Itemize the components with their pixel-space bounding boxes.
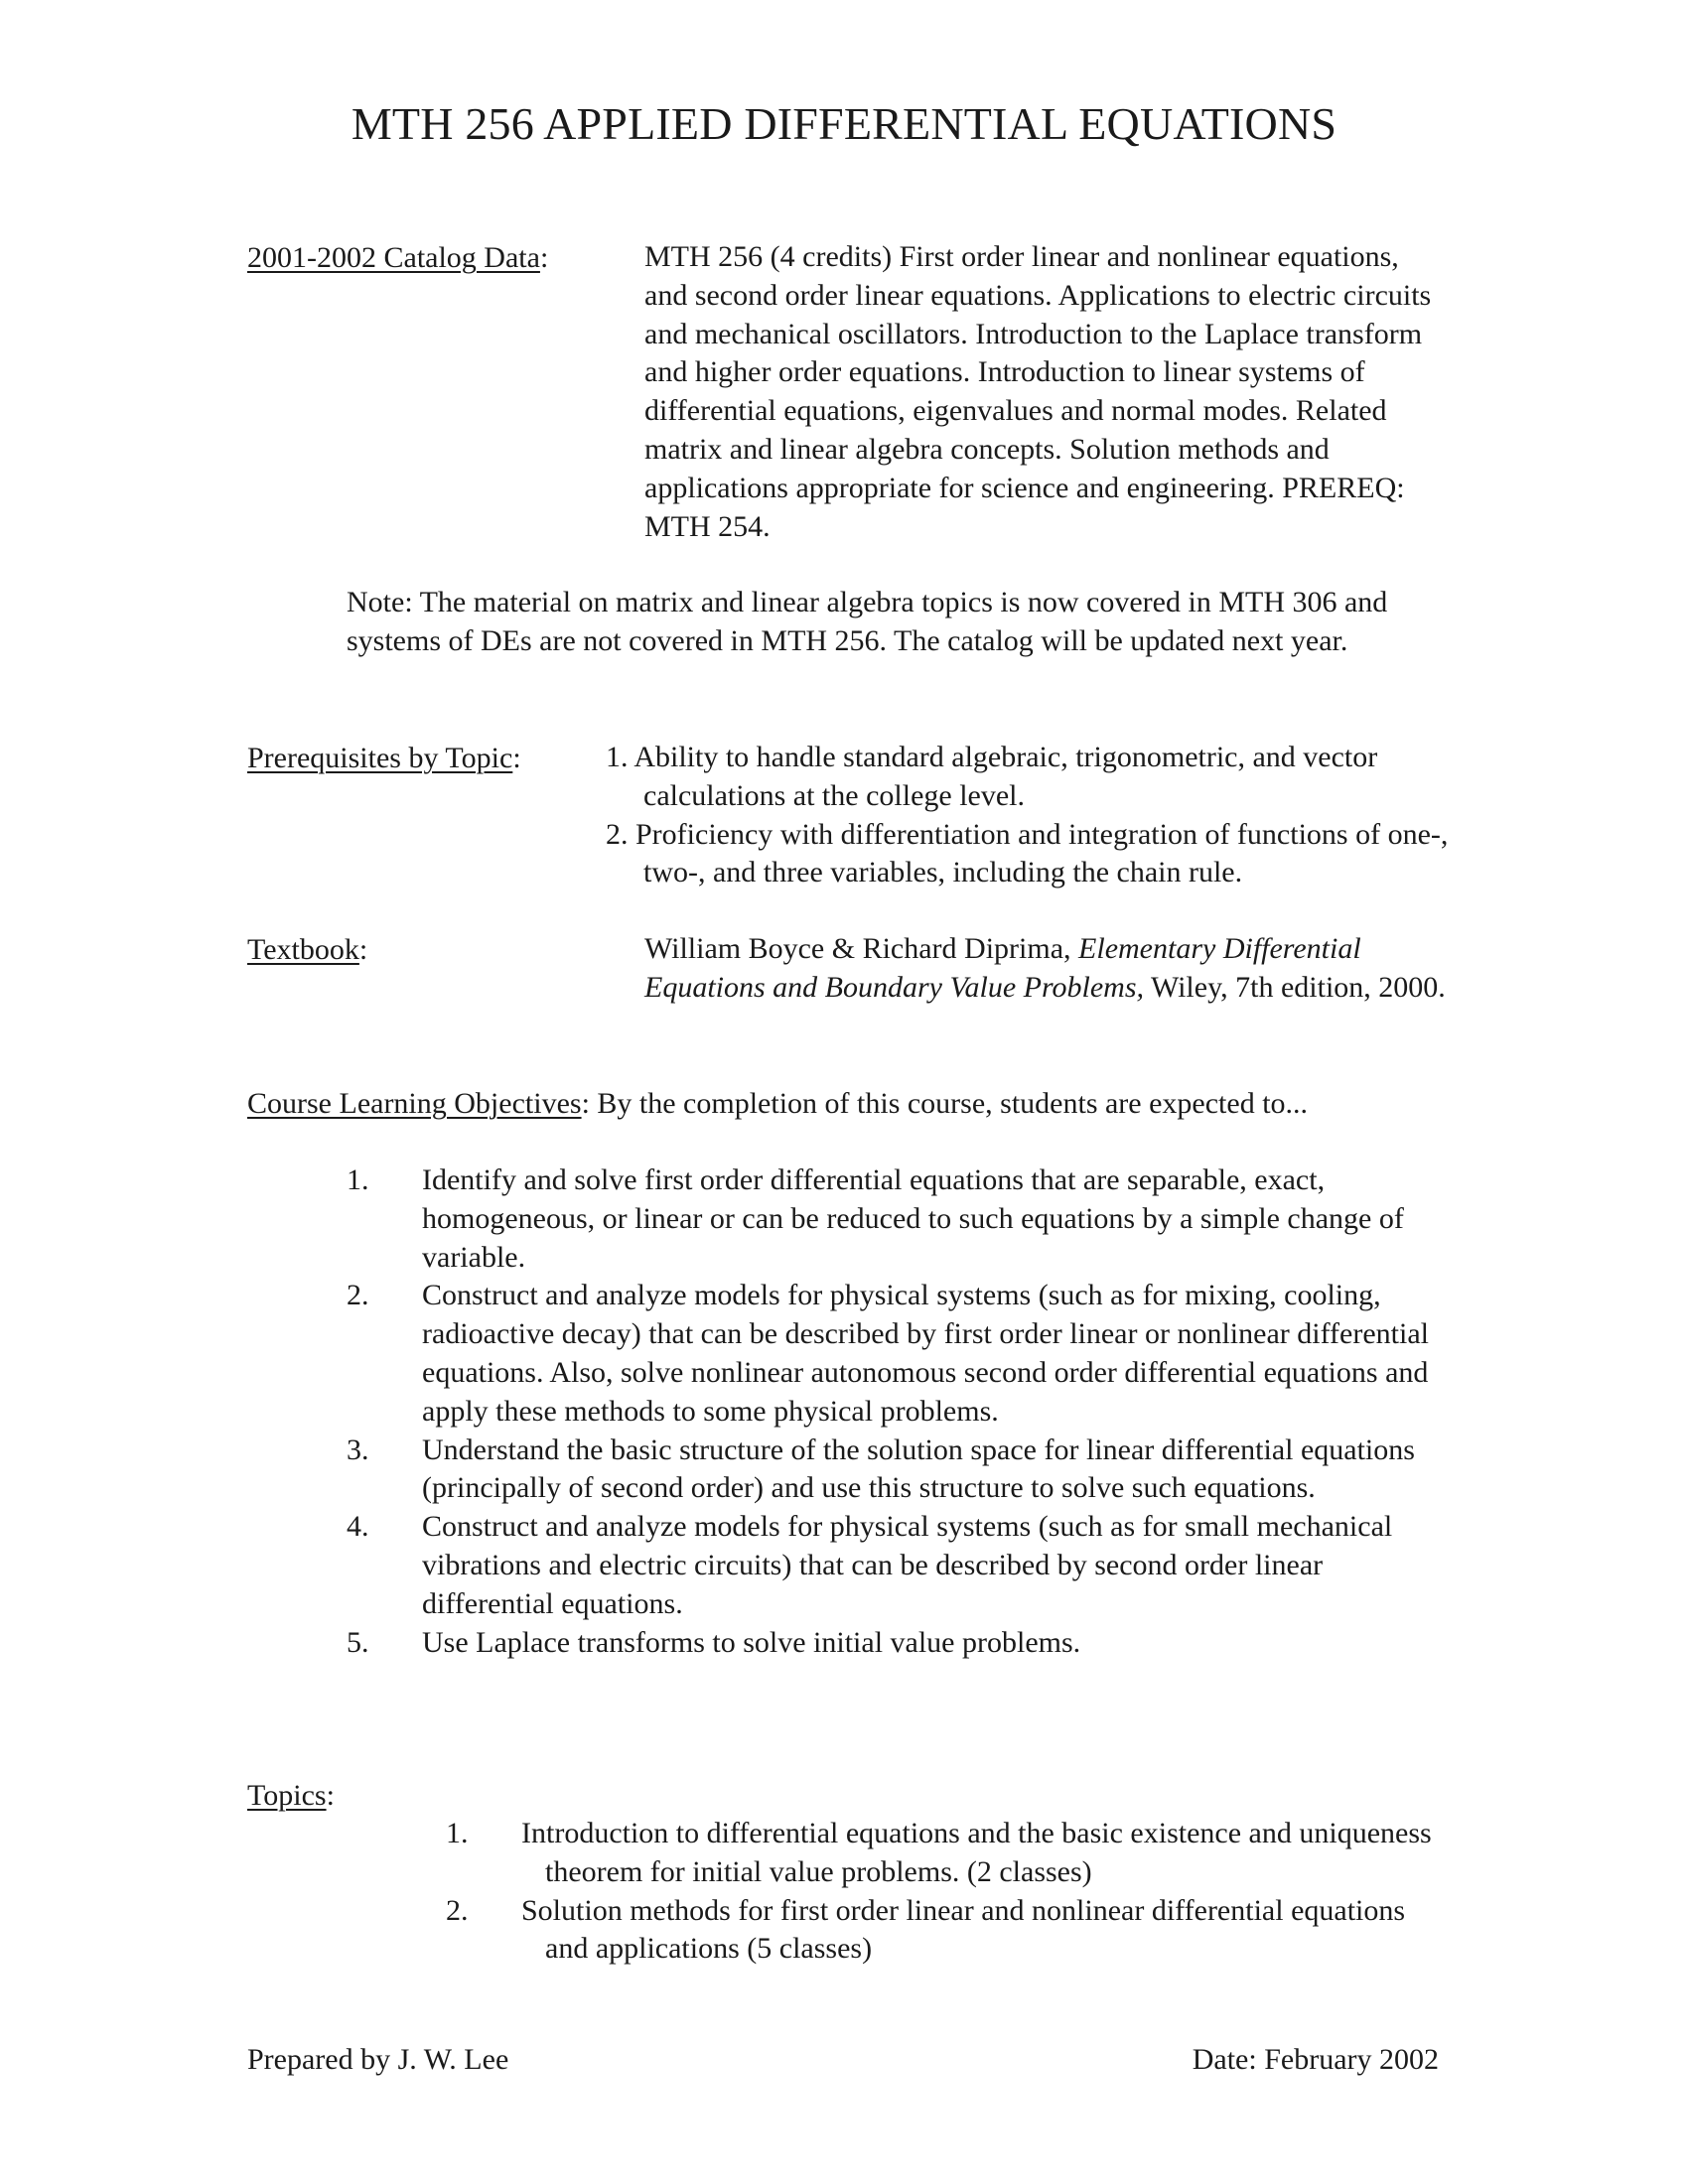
objective-number: 4. [347,1510,369,1544]
topic-item [446,1892,1439,1970]
topics-label [247,1776,335,1815]
objectives-label: Course Learning Objectives [247,1087,582,1120]
objectives-list [347,1161,1459,1662]
objective-item [347,1624,1459,1663]
textbook-citation [644,930,1459,1008]
textbook-label [247,930,367,969]
catalog-note: Note: The material on matrix and linear algebra topics is now covered in MTH 306 and systems of DEs are not covered in MTH 256. The catalog will be updated next year. [347,586,1388,657]
textbook-authors: William Boyce & Richard Diprima, [644,932,1079,965]
objective-item [347,1508,1459,1623]
document-date: Date: February 2002 [1192,2043,1439,2076]
topic-number: 1. [446,1817,469,1849]
objective-number: 3. [347,1433,369,1466]
page-title: MTH 256 APPLIED DIFFERENTIAL EQUATIONS [351,98,1337,149]
objective-text: Use Laplace transforms to solve initial value problems. [422,1625,1081,1659]
textbook-label-text: Textbook [247,933,359,966]
objective-number: 2. [347,1279,369,1312]
prepared-by: Prepared by J. W. Lee [247,2043,509,2076]
textbook-label-colon: : [358,933,368,966]
objective-item [347,1161,1459,1277]
objective-text: Construct and analyze models for physical systems (such as for small mechanical vibrations and electric circuits) that can be described by second order linear differential equations. [422,1510,1393,1620]
topic-number: 2. [446,1893,469,1927]
catalog-label-colon: : [539,241,549,274]
textbook-publisher: Wiley, 7th edition, 2000. [1144,970,1446,1004]
objective-item [347,1277,1459,1431]
textbook-title: Elementary Differential Equations and Boundary Value Problems, [644,932,1361,1004]
objective-text: Identify and solve first order differential equations that are separable, exact, homogeneous, or linear or can be reduced to such equations by a simple change of variable. [422,1163,1404,1274]
objective-number: 5. [347,1625,369,1659]
objectives-intro: : By the completion of this course, students are expected to... [581,1087,1309,1120]
objective-text: Understand the basic structure of the solution space for linear differential equations (principally of second order) and use this structure to solve such equations. [422,1433,1415,1505]
catalog-label [247,238,548,277]
prerequisites-list [606,739,1460,892]
prerequisite-item: 2. Proficiency with differentiation and integration of functions of one-, two-, and three variables, including the chain rule. [606,817,1449,889]
objective-item [347,1432,1459,1509]
prerequisites-label-text: Prerequisites by Topic [247,742,513,774]
prerequisite-item: 1. Ability to handle standard algebraic, trigonometric, and vector calculations at the college level. [606,741,1378,812]
topics-label-text: Topics [247,1779,327,1812]
objectives-heading [247,1085,1488,1124]
prerequisites-label-colon: : [512,742,521,774]
topics-list [446,1815,1439,1969]
topic-text: Introduction to differential equations and the basic existence and uniqueness theorem for initial value problems. (2 classes) [521,1817,1432,1888]
topic-item [446,1815,1439,1892]
objective-number: 1. [347,1163,369,1196]
objective-text: Construct and analyze models for physical systems (such as for mixing, cooling, radioactive decay) that can be described by first order linear or nonlinear differential equations. Also, solve nonlinear autonomous second order differential equations and apply these methods to some physical problems. [422,1279,1429,1428]
catalog-label-text: 2001-2002 Catalog Data [247,241,540,274]
catalog-description: MTH 256 (4 credits) First order linear and nonlinear equations, and second order linear equations. Applications to electric circuits and mechanical oscillators. Introduction to the Laplace transform and higher order equations. Introduction to linear systems of differential equations, eigenvalues and normal modes. Related matrix and linear algebra concepts. Solution methods and applications appropriate for science and engineering. PREREQ: MTH 254. [644,240,1432,543]
prerequisites-label [247,739,521,777]
topics-label-colon: : [326,1779,335,1812]
topic-text: Solution methods for first order linear and nonlinear differential equations and applications (5 classes) [521,1893,1406,1966]
